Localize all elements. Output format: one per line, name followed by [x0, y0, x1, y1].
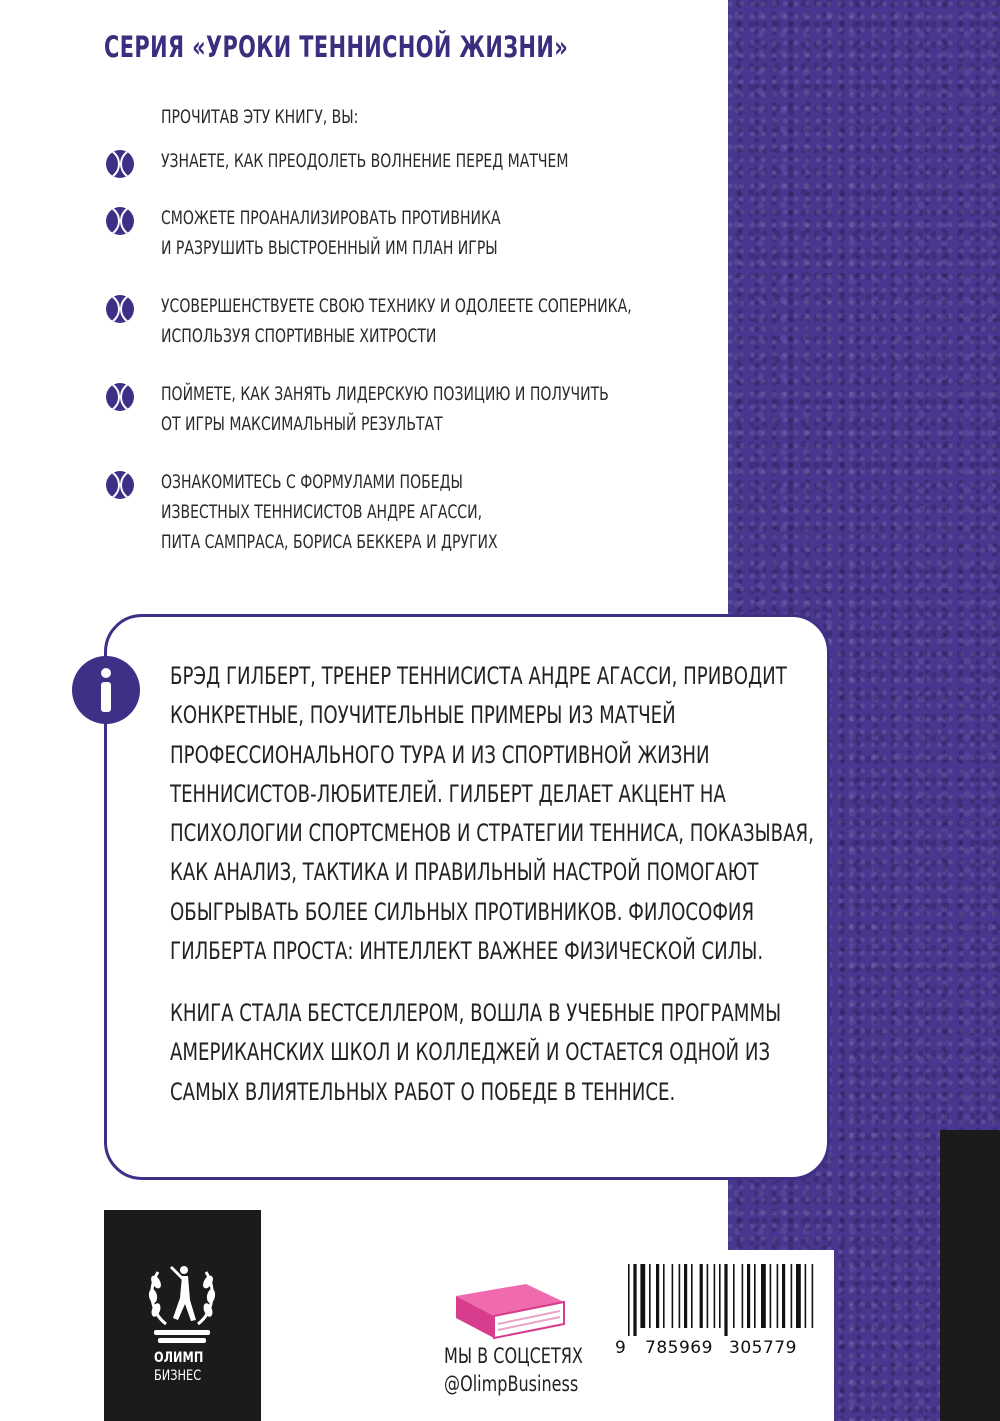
publisher-name: ОЛИМП [154, 1350, 204, 1366]
info-icon-dot [101, 668, 111, 678]
olimp-laurel-logo-icon [144, 1254, 220, 1346]
barcode-bar [628, 1264, 630, 1336]
barcode-bars [626, 1264, 816, 1336]
barcode-bar [649, 1264, 651, 1328]
barcode-bar [679, 1264, 681, 1328]
isbn-barcode [606, 1250, 834, 1421]
barcode-bar [691, 1264, 693, 1328]
barcode-bar [640, 1264, 645, 1328]
info-icon [72, 656, 140, 724]
benefit-text: УСОВЕРШЕНСТВУЕТЕ СВОЮ ТЕХНИКУ И ОДОЛЕЕТЕ СОПЕРНИКА, ИСПОЛЬЗУЯ СПОРТИВНЫЕ ХИТРОСТИ [161, 295, 632, 347]
benefit-text: ОЗНАКОМИТЕСЬ С ФОРМУЛАМИ ПОБЕДЫ ИЗВЕСТНЫХ ТЕННИСИСТОВ АНДРЕ АГАССИ, ПИТА САМПРАСА, БОРИСА БЕККЕРА И ДРУГИХ [161, 471, 498, 553]
tennis-ball-icon [106, 207, 134, 235]
barcode-bar [672, 1264, 674, 1328]
barcode-bar [663, 1264, 665, 1328]
social-caption: МЫ В СОЦСЕТЯХ [444, 1344, 583, 1368]
benefit-text: ПОЙМЕТЕ, КАК ЗАНЯТЬ ЛИДЕРСКУЮ ПОЗИЦИЮ И ПОЛУЧИТЬ ОТ ИГРЫ МАКСИМАЛЬНЫЙ РЕЗУЛЬТАТ [161, 383, 609, 435]
description-paragraph-2: КНИГА СТАЛА БЕСТСЕЛЛЕРОМ, ВОШЛА В УЧЕБНЫЕ ПРОГРАММЫ АМЕРИКАНСКИХ ШКОЛ И КОЛЛЕДЖЕЙ И ОСТАЕТСЯ ОДНОЙ ИЗ САМЫХ ВЛИЯТЕЛЬНЫХ РАБОТ О ПОБЕДЕ В ТЕННИСЕ. [170, 999, 782, 1106]
pink-book-icon [452, 1280, 568, 1340]
series-title: СЕРИЯ «УРОКИ ТЕННИСНОЙ ЖИЗНИ» [104, 30, 569, 64]
publisher-logo [104, 1210, 261, 1421]
barcode-bar [684, 1264, 687, 1328]
publisher-sub: БИЗНЕС [154, 1368, 202, 1384]
info-icon-stem [101, 682, 111, 712]
social-handle: @OlimpBusiness [444, 1372, 579, 1396]
barcode-bar [770, 1264, 772, 1328]
barcode-digit-first: 9 [615, 1338, 626, 1358]
tennis-ball-icon [106, 295, 134, 323]
barcode-group-1: 785969 [645, 1338, 713, 1358]
tennis-ball-icon [106, 150, 134, 178]
barcode-bar [700, 1264, 703, 1328]
barcode-group-2: 305779 [729, 1338, 797, 1358]
barcode-bar [719, 1264, 721, 1328]
benefits-intro: ПРОЧИТАВ ЭТУ КНИГУ, ВЫ: [161, 106, 359, 128]
barcode-bar [812, 1264, 814, 1328]
barcode-bar [742, 1264, 744, 1328]
barcode-bar [754, 1264, 756, 1328]
barcode-bar [796, 1264, 801, 1328]
barcode-bar [656, 1264, 659, 1328]
tennis-ball-icon [106, 471, 134, 499]
barcode-bar [724, 1264, 727, 1336]
barcode-bar [707, 1264, 709, 1328]
barcode-bar [791, 1264, 793, 1328]
barcode-bar [633, 1264, 636, 1336]
benefit-text: УЗНАЕТЕ, КАК ПРЕОДОЛЕТЬ ВОЛНЕНИЕ ПЕРЕД МАТЧЕМ [161, 150, 569, 172]
tennis-ball-icon [106, 383, 134, 411]
barcode-bar [761, 1264, 766, 1328]
description-paragraph-1: БРЭД ГИЛБЕРТ, ТРЕНЕР ТЕННИСИСТА АНДРЕ АГАССИ, ПРИВОДИТ КОНКРЕТНЫЕ, ПОУЧИТЕЛЬНЫЕ ПРИМЕРЫ ИЗ МАТЧЕЙ ПРОФЕССИОНАЛЬНОГО ТУРА И ИЗ СПОРТИВНОЙ ЖИЗНИ ТЕННИСИСТОВ-ЛЮБИТЕЛЕЙ. ГИЛБЕРТ ДЕЛАЕТ АКЦЕНТ НА ПСИХОЛОГИИ СПОРТСМЕНОВ И СТРАТЕГИИ ТЕННИСА, ПОКАЗЫВАЯ, КАК АНАЛИЗ, ТАКТИКА И ПРАВИЛЬНЫЙ НАСТРОЙ ПОМОГАЮТ ОБЫГРЫВАТЬ БОЛЕЕ СИЛЬНЫХ ПРОТИВНИКОВ. ФИЛОСОФИЯ ГИЛБЕРТА ПРОСТА: ИНТЕЛЛЕКТ ВАЖНЕЕ ФИЗИЧЕСКОЙ СИЛЫ. [170, 662, 814, 966]
barcode-bar [714, 1264, 716, 1328]
barcode-bar [733, 1264, 735, 1328]
barcode-bar [777, 1264, 779, 1328]
barcode-bar [747, 1264, 750, 1328]
black-corner-bar [940, 1130, 1000, 1421]
barcode-bar [782, 1264, 785, 1328]
barcode-bar [805, 1264, 807, 1328]
benefit-text: СМОЖЕТЕ ПРОАНАЛИЗИРОВАТЬ ПРОТИВНИКА И РАЗРУШИТЬ ВЫСТРОЕННЫЙ ИМ ПЛАН ИГРЫ [161, 207, 501, 259]
